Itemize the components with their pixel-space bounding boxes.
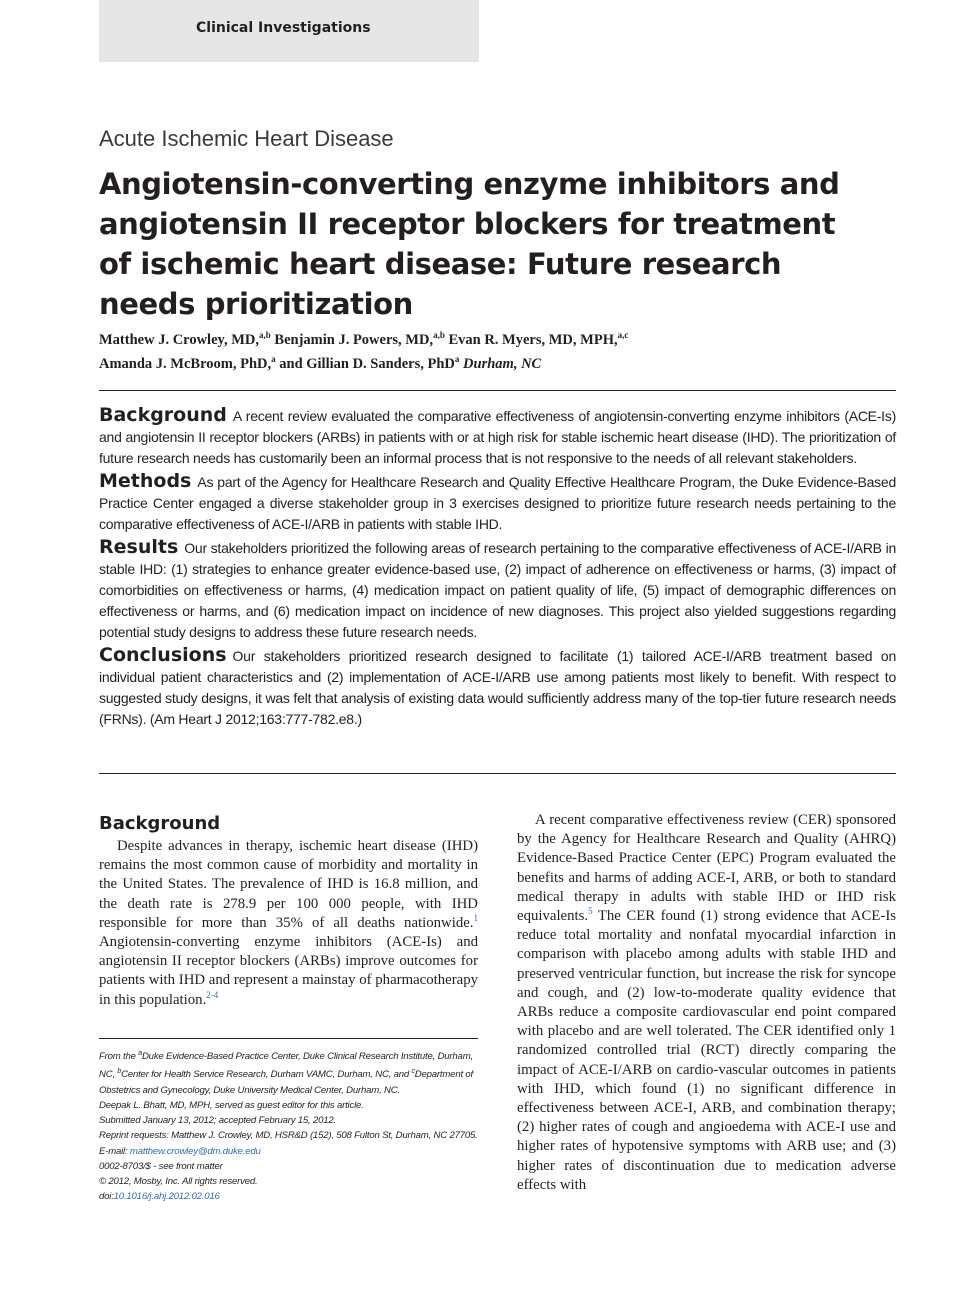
body-left-column (99, 812, 478, 1010)
doi-label: doi: (99, 1191, 114, 1203)
body-right-column (517, 811, 896, 1195)
footnote-text: Duke Evidence-Based Practice Center, Duke Clinical Research Institute, Durham, NC, (99, 1051, 473, 1081)
abstract-text: Our stakeholders prioritized the following areas of research pertaining to the comparative effectiveness of ACE-I/ARB in stable IHD: (1) strategies to enhance greater evidence-based use, (2) impact of adherence on effectiveness or harms, (3) impact of comorbidities on effectiveness or harms, (4) medication impact on patient quality of life, (5) impact of demographic differences on effectiveness or harms, and (6) medication impact on incidence of new diagnoses. This project also yielded suggestions regarding potential study designs to address these future research needs. (99, 540, 896, 640)
abstract-top-rule (99, 390, 896, 391)
body-text: Despite advances in therapy, ischemic heart disease (IHD) remains the most common cause of morbidity and mortality in the United States. The prevalence of IHD is 16.8 million, and the death rate is 278.9 per 100 000 people, with IHD responsible for more than 35% of all deaths nationwide. (99, 838, 478, 931)
reference-link[interactable]: 2-4 (206, 989, 219, 1000)
abstract-heading: Background (99, 404, 227, 426)
body-text: Angiotensin-converting enzyme inhibitors (ACE-Is) and angiotensin II receptor blockers (ARBs) improve outcomes for patients with IHD and represent a mainstay of pharmacotherapy in this population. (99, 934, 478, 1008)
abstract-text: A recent review evaluated the comparative effectiveness of angiotensin-converting enzyme inhibitors (ACE-Is) and angiotensin II receptor blockers (ARBs) in patients with or at high risk for stable ischemic heart disease (IHD). The prioritization of future research needs has customarily been an informal process that is not responsive to the needs of all relevant stakeholders. (99, 408, 896, 466)
abstract-results (99, 537, 896, 643)
abstract-background (99, 405, 896, 469)
abstract-heading: Methods (99, 470, 192, 492)
affiliation-marker: c (411, 1068, 415, 1076)
email-link[interactable]: matthew.crowley@dm.duke.edu (129, 1145, 261, 1157)
footnote-text: Department of Obstetrics and Gynecology, Duke University Medical Center, Durham, NC. (99, 1069, 473, 1096)
reference-link[interactable]: 1 (473, 912, 478, 923)
submission-dates: Submitted January 13, 2012; accepted February 15, 2012. (99, 1115, 336, 1127)
author-affiliation: a (271, 353, 276, 364)
footnote-text: From the (99, 1051, 139, 1063)
footnote-rule (99, 1038, 478, 1039)
author-affiliation: a,b (433, 330, 445, 340)
article-title: Angiotensin-converting enzyme inhibitors and angiotensin II receptor blockers for treatment of ischemic heart disease: Future research needs prioritization (99, 167, 840, 321)
journal-section-tab (99, 0, 479, 62)
body-text: A recent comparative effectiveness review (CER) sponsored by the Agency for Healthcare Research and Quality (AHRQ) Evidence-Based Practice Center (EPC) Program evaluated the benefits and harms of adding ACE-I, ARB, or both to standard medical therapy in adults with stable IHD or IHD risk equivalents. (517, 812, 896, 925)
body-paragraph (517, 811, 896, 1195)
abstract-conclusions (99, 645, 896, 730)
section-heading: Background (99, 813, 221, 834)
abstract-heading: Conclusions (99, 644, 227, 666)
footnote-text: Center for Health Service Research, Durham VAMC, Durham, NC, and (121, 1069, 412, 1081)
author-affiliation: a (454, 353, 460, 364)
author-name: Evan R. Myers, MD, MPH, (448, 331, 618, 348)
reprint-requests: Reprint requests: Matthew J. Crowley, MD, HSR&D (152), 508 Fulton St, Durham, NC 27705. (99, 1130, 478, 1142)
author-affiliation: a,c (617, 330, 629, 340)
doi-link[interactable]: 10.1016/j.ahj.2012.02.016 (113, 1191, 220, 1203)
author-name: Benjamin J. Powers, MD, (274, 331, 434, 348)
author-name: Matthew J. Crowley, MD, (99, 331, 260, 348)
author-name: Amanda J. McBroom, PhD, (99, 355, 272, 372)
abstract-text: Our stakeholders prioritized research designed to facilitate (1) tailored ACE-I/ARB treatment based on individual patient characteristics and (2) implementation of ACE-I/ARB use among patients most likely to benefit. With respect to suggested study designs, it was felt that analysis of existing data would sufficiently address many of the top-tier future research needs (FRNs). (Am Heart J 2012;163:777-782.e8.) (99, 648, 896, 727)
affiliation-marker: b (117, 1068, 122, 1076)
affiliations-note (99, 1046, 478, 1098)
abstract (99, 405, 896, 732)
journal-section-label: Clinical Investigations (196, 20, 371, 36)
abstract-heading: Results (99, 536, 179, 558)
article-category: Acute Ischemic Heart Disease (99, 126, 394, 151)
copyright-line: © 2012, Mosby, Inc. All rights reserved. (99, 1176, 258, 1187)
author-list (99, 326, 899, 374)
author-location: Durham, NC (463, 355, 542, 372)
email-line (99, 1144, 478, 1159)
author-name: and Gillian D. Sanders, PhD (279, 355, 455, 372)
abstract-bottom-rule (99, 773, 896, 774)
issn-line: 0002-8703/$ - see front matter (99, 1160, 223, 1172)
body-paragraph (99, 837, 478, 1010)
guest-editor-note: Deepak L. Bhatt, MD, MPH, served as guest editor for this article. (99, 1099, 364, 1111)
body-text: The CER found (1) strong evidence that ACE-Is reduce total mortality and nonfatal myocardial infarction in comparison with placebo among adults with stable IHD and preserved ventricular function, but increase the risk for syncope and cough, and (2) low-to-moderate quality evidence that ARBs reduce a composite cardiovascular end point compared with placebo and are well tolerated. The CER identified only 1 randomized controlled trial (RCT) directly comparing the impact of ACE-I/ARB on cardio-vascular outcomes in patients with IHD, which found (1) no significant difference in effectiveness between ACE-I, ARB, and combination therapy; (2) higher rates of cough and angioedema with ACE-I use and higher rates of hypotensive symptoms with ARB use; and (3) higher rates of discontinuation due to medication adverse effects with (517, 908, 896, 1193)
reference-link[interactable]: 5 (588, 906, 593, 917)
footnotes (99, 1046, 478, 1204)
author-affiliation: a,b (259, 330, 271, 340)
affiliation-marker: a (138, 1050, 142, 1057)
doi-line (99, 1189, 478, 1204)
abstract-methods (99, 471, 896, 535)
email-label: E-mail: (99, 1145, 130, 1157)
abstract-text: As part of the Agency for Healthcare Research and Quality Effective Healthcare Program, the Duke Evidence-Based Practice Center engaged a diverse stakeholder group in 3 exercises designed to prioritize future research needs pertaining to the comparative effectiveness of ACE-I/ARB in patients with stable IHD. (99, 474, 896, 532)
